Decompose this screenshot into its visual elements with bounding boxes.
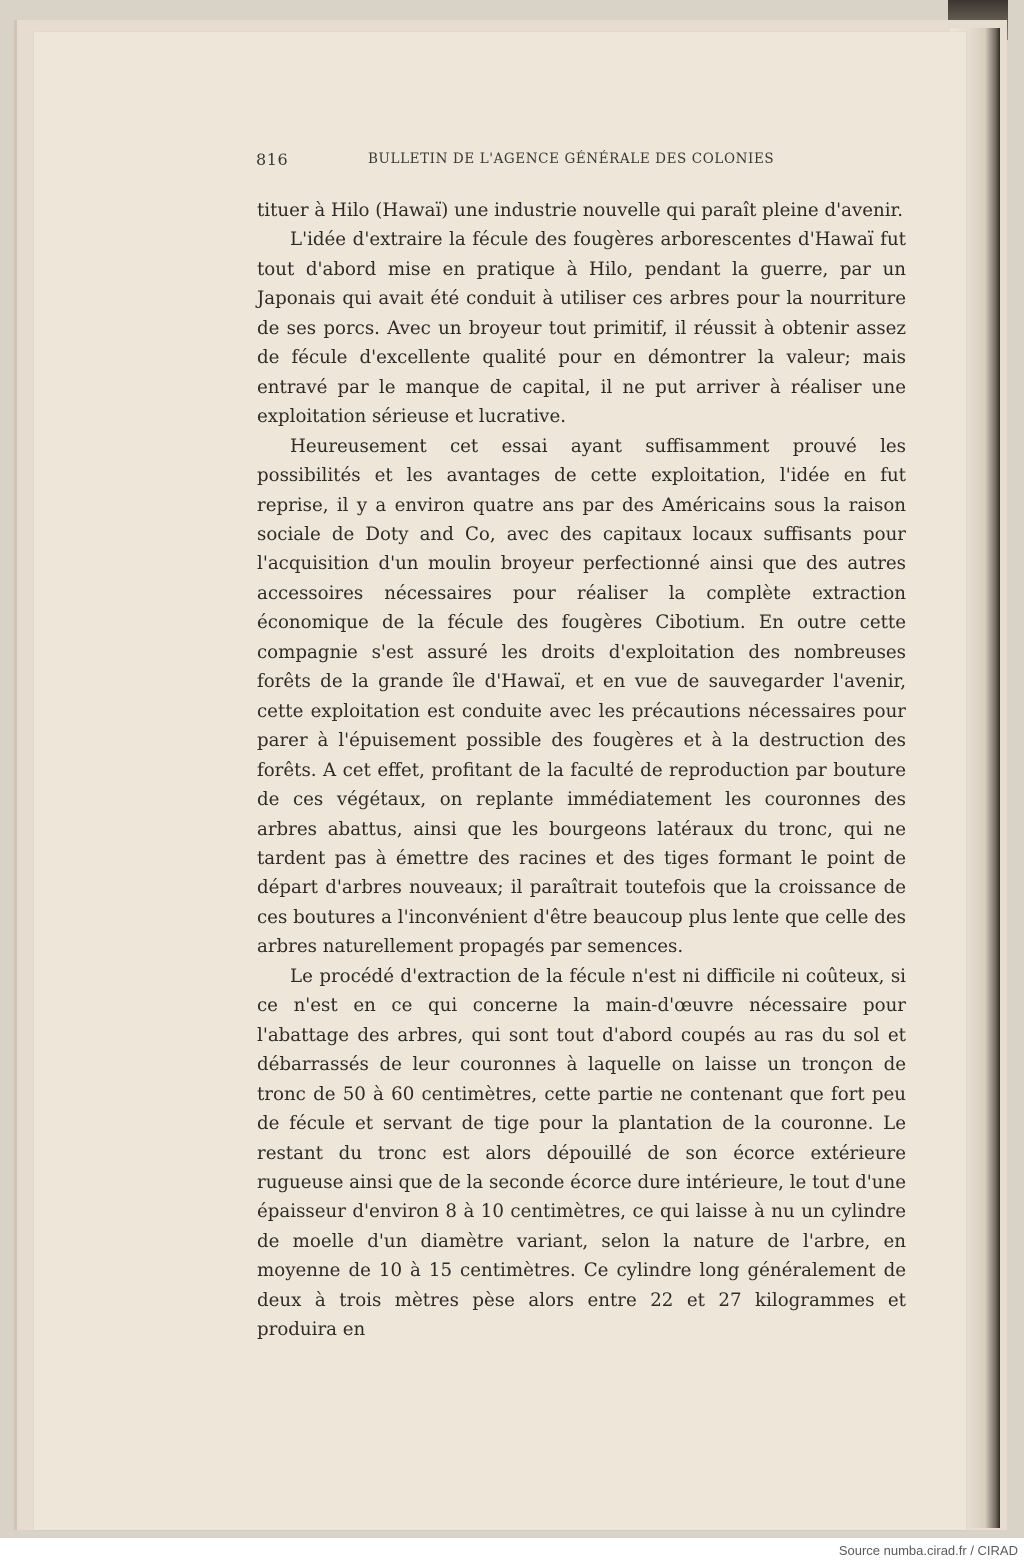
paragraph: Heureusement cet essai ayant suffisamment prouvé les possibilités et les avantages de cette exploitation, l'idée en fut reprise, il y a environ quatre ans par des Américains sous la raison sociale de Doty and Co, avec des capitaux locaux suffisants pour l'acquisition d'un moulin broyeur perfectionné ainsi que des autres accessoires nécessaires pour réaliser la complète extraction économique de la fécule des fougères Cibotium. En outre cette compagnie s'est assuré les droits d'exploitation des nombreuses forêts de la grande île d'Hawaï, et en vue de sauvegarder l'avenir, cette exploitation est conduite avec les précautions nécessaires pour parer à l'épuisement possible des fougères et à la destruction des forêts. A cet effet, profitant de la faculté de reproduction par bouture de ces végétaux, on replante immédiatement les couronnes des arbres abattus, ainsi que les bourgeons latéraux du tronc, qui ne tardent pas à émettre des racines et des tiges formant le point de départ d'arbres nouveaux; il paraîtrait toutefois que la croissance de ces boutures a l'inconvénient d'être beaucoup plus lente que celle des arbres naturellement propagés par semences. <box>257 435 906 958</box>
running-title: BULLETIN DE L'AGENCE GÉNÉRALE DES COLONIES <box>368 151 775 167</box>
paragraph: L'idée d'extraire la fécule des fougères arborescentes d'Hawaï fut tout d'abord mise en pratique à Hilo, pendant la guerre, par un Japonais qui avait été conduit à utiliser ces arbres pour la nourriture de ses porcs. Avec un broyeur tout primitif, il réussit à obtenir assez de fécule d'excellente qualité pour en démontrer la valeur; mais entravé par le manque de capital, il ne put arriver à réaliser une exploitation sérieuse et lucrative. <box>257 229 906 428</box>
paragraph: tituer à Hilo (Hawaï) une industrie nouvelle qui paraît pleine d'avenir. <box>257 200 904 221</box>
body-text <box>257 196 906 1345</box>
source-credit: Source numba.cirad.fr / CIRAD <box>838 1543 1018 1558</box>
paragraph: Le procédé d'extraction de la fécule n'est ni difficile ni coûteux, si ce n'est en ce qui concerne la main-d'œuvre nécessaire pour l'abattage des arbres, qui sont tout d'abord coupés au ras du sol et débarrassés de leur couronnes à laquelle on laisse un tronçon de tronc de 50 à 60 centimètres, cette partie ne contenant que fort peu de fécule et servant de tige pour la plantation de la couronne. Le restant du tronc est alors dépouillé de son écorce extérieure rugueuse ainsi que de la seconde écorce dure intérieure, le tout d'une épaisseur d'environ 8 à 10 centimètres, ce qui laisse à nu un cylindre de moelle d'un diamètre variant, selon la nature de l'arbre, en moyenne de 10 à 15 centimètres. Ce cylindre long généralement de deux à trois mètres pèse alors entre 22 et 27 kilogrammes et produira en <box>257 965 906 1341</box>
page-number: 816 <box>256 150 289 169</box>
running-header <box>256 150 906 172</box>
